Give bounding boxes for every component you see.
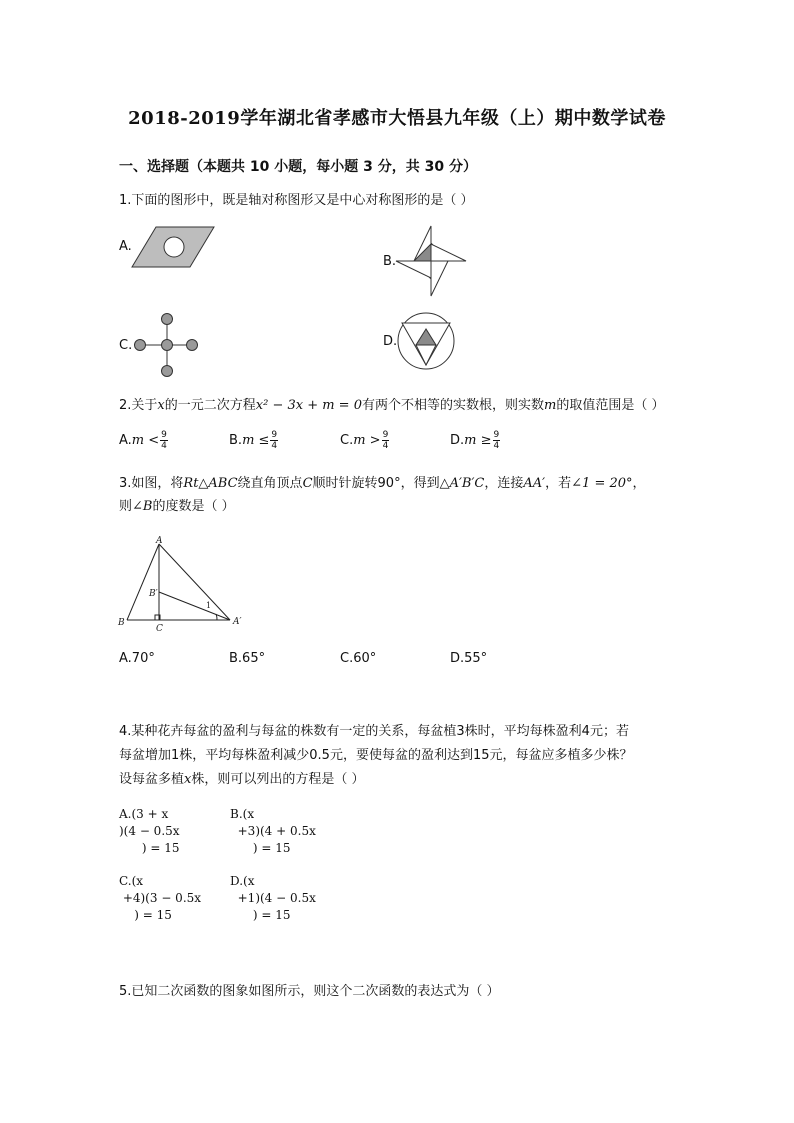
q1-option-a-label: A. (119, 239, 132, 254)
question-4-line2: 每盆增加1株，平均每株盈利减少0.5元，要使每盆的盈利达到15元，每盆应多植多少株？ (119, 748, 633, 763)
label-a-prime: A′ (233, 617, 242, 627)
label-c: C (156, 624, 163, 634)
question-2-stem: 2.关于x的一元二次方程x² − 3x + m = 0有两个不相等的实数根，则实数m的取值范围是（ ） (119, 398, 665, 413)
variable-x: x (157, 398, 165, 413)
circle-triangle-figure (396, 311, 456, 371)
page-title: 2018-2019学年湖北省孝感市大悟县九年级（上）期中数学试卷 (128, 108, 666, 129)
q4-option-a: A.(3 + x )(4 − 0.5x ) = 15 (119, 807, 180, 855)
question-4-line1: 4.某种花卉每盆的盈利与每盆的株数有一定的关系，每盆植3株时，平均每株盈利4元；若 (119, 724, 629, 739)
question-3-stem-line2: 则∠B的度数是（ ） (119, 499, 235, 514)
q1-option-b-label: B. (383, 254, 397, 269)
variable-m: m (544, 398, 557, 413)
label-a: A (156, 536, 163, 546)
q2-option-d: D.m ≥ $\frac{9}{4}$ (450, 430, 500, 451)
question-4-line3: 设每盆多植x株，则可以列出的方程是（ ） (119, 772, 365, 787)
label-b: B (118, 618, 125, 628)
q1-option-d-label: D. (383, 334, 398, 349)
q4-option-c: C.(x +4)(3 − 0.5x ) = 15 (119, 874, 202, 922)
triangle-rotation-figure (116, 534, 246, 634)
q2-option-b: B.m ≤ $\frac{9}{4}$ (229, 430, 278, 451)
label-angle-1: 1 (206, 601, 212, 610)
q3-option-b: B.65° (229, 651, 266, 666)
pinwheel-figure (396, 226, 466, 296)
parallelogram-figure (132, 225, 216, 269)
label-b-prime: B′ (149, 589, 158, 599)
question-1-stem: 1.下面的图形中，既是轴对称图形又是中心对称图形的是（ ） (119, 193, 474, 208)
q4-option-d: D.(x +1)(4 − 0.5x ) = 15 (230, 874, 316, 922)
cross-circles-figure (132, 311, 202, 379)
q2-option-a: A.m < $\frac{9}{4}$ (119, 430, 167, 451)
equation: x² − 3x + m = 0 (255, 398, 362, 413)
q3-option-a: A.70° (119, 651, 155, 666)
q1-option-c-label: C. (119, 338, 133, 353)
question-5-stem: 5.已知二次函数的图象如图所示，则这个二次函数的表达式为（ ） (119, 984, 500, 999)
q2-option-c: C.m > $\frac{9}{4}$ (340, 430, 389, 451)
q4-option-b: B.(x +3)(4 + 0.5x ) = 15 (230, 807, 316, 855)
section-heading: 一、选择题（本题共 10 小题，每小题 3 分，共 30 分） (119, 159, 477, 175)
q3-option-d: D.55° (450, 651, 488, 666)
q3-option-c: C.60° (340, 651, 377, 666)
question-3-stem: 3.如图，将Rt△ABC绕直角顶点C顺时针旋转90°，得到△A′B′C，连接AA′，若∠1 = 20°， (119, 476, 646, 491)
